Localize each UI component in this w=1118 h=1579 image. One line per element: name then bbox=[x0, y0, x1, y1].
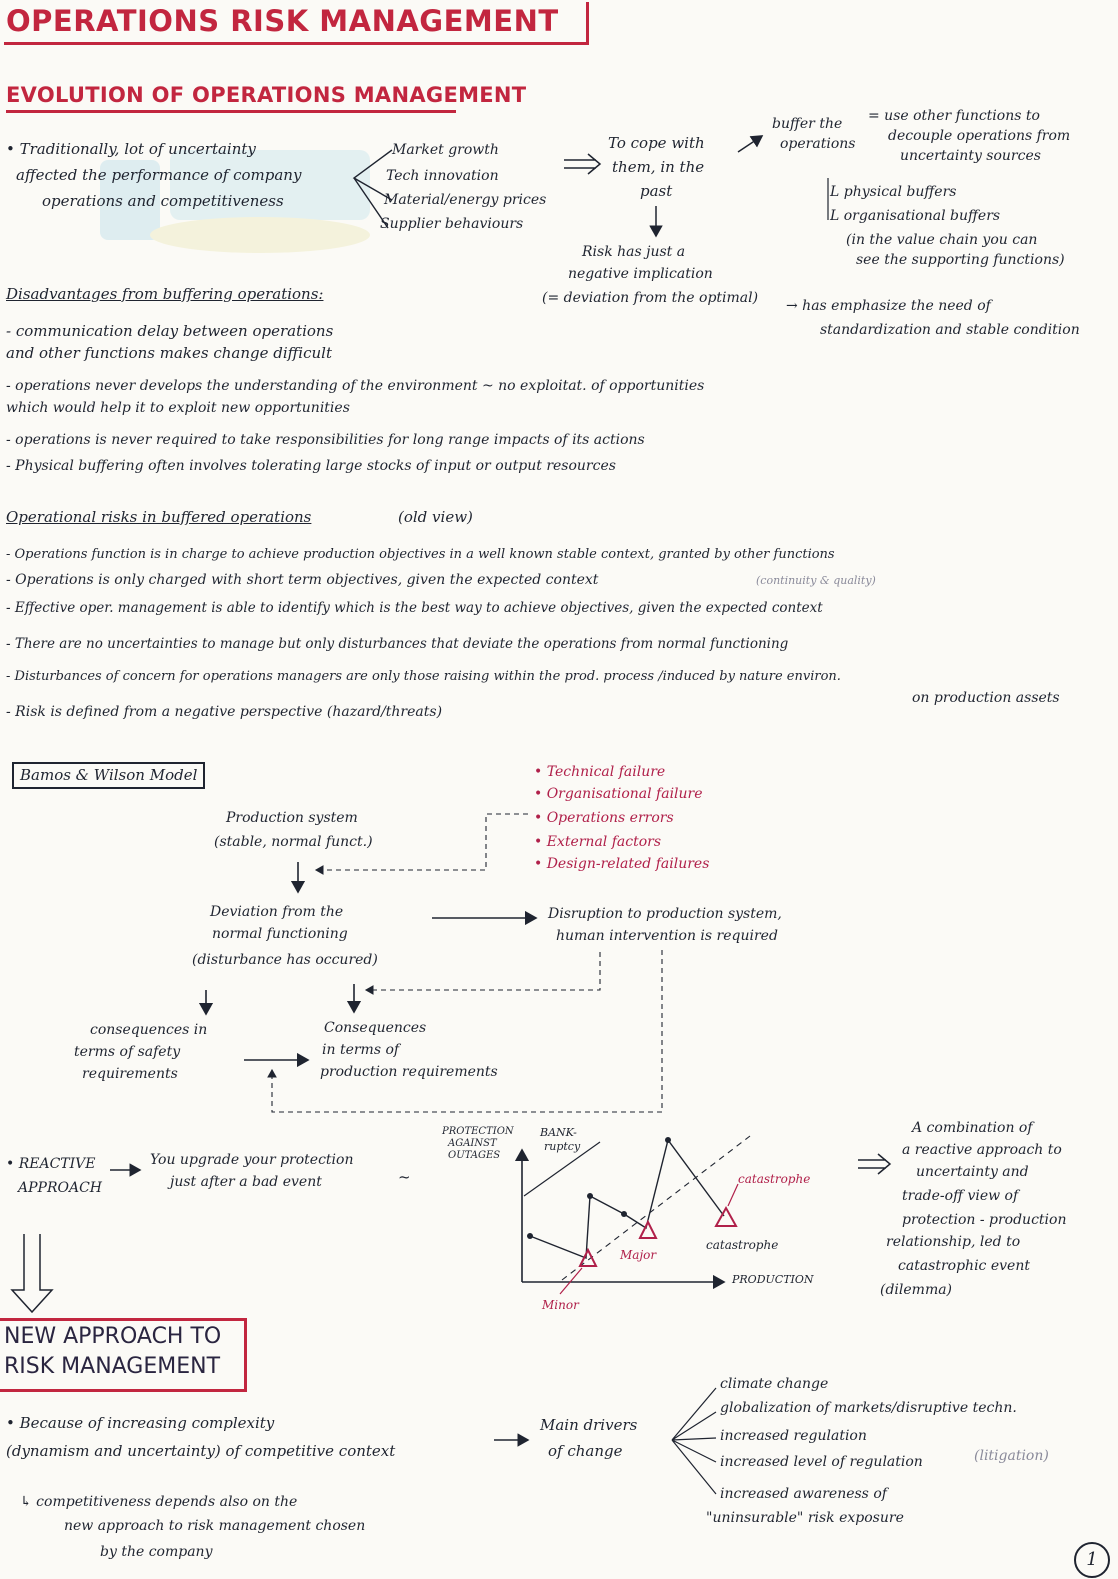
cause-4: • External factors bbox=[534, 834, 662, 850]
old-view-item-2: - Operations is only charged with short term objectives, given the expected context bbox=[6, 572, 599, 588]
chart-point bbox=[587, 1193, 593, 1199]
chart-x-label: PRODUCTION bbox=[732, 1273, 814, 1286]
reactive-label-1: • REACTIVE bbox=[6, 1156, 96, 1172]
page-number: 1 bbox=[1074, 1542, 1110, 1578]
new-approach-title-1: NEW APPROACH TO bbox=[4, 1324, 222, 1349]
driver-item-2: globalization of markets/disruptive techn. bbox=[720, 1400, 1017, 1416]
chart-catastrophe-pointer bbox=[728, 1184, 738, 1206]
sources-bracket bbox=[354, 150, 392, 228]
chart-point bbox=[527, 1233, 533, 1239]
disadvantage-item-1b: and other functions makes change difficult bbox=[6, 344, 332, 362]
chart-catastrophe-label: catastrophe bbox=[706, 1238, 779, 1252]
safety-2: terms of safety bbox=[74, 1044, 181, 1060]
source-2: Tech innovation bbox=[386, 168, 499, 184]
buffer-type-1: L physical buffers bbox=[830, 184, 957, 200]
double-arrow-cope bbox=[564, 154, 600, 174]
source-4: Supplier behaviours bbox=[380, 216, 524, 232]
big-down-arrow bbox=[12, 1234, 52, 1312]
buffer-def-3: uncertainty sources bbox=[900, 148, 1041, 164]
old-view-note: (old view) bbox=[398, 508, 473, 526]
risk-1: Risk has just a bbox=[582, 244, 686, 260]
cope-3: past bbox=[640, 182, 673, 200]
dashed-disruption-to-production bbox=[366, 952, 600, 990]
buffer-def-1: = use other functions to bbox=[868, 108, 1040, 124]
chart-catastrophe-red-label: catastrophe bbox=[738, 1172, 811, 1186]
chart-point bbox=[665, 1137, 671, 1143]
chart-minor-label: Minor bbox=[542, 1298, 579, 1312]
drivers-fan bbox=[672, 1388, 716, 1494]
dashed-loop-bottom bbox=[272, 950, 662, 1112]
driver-item-4: increased level of regulation bbox=[720, 1454, 923, 1470]
disadvantage-item-3: - operations is never required to take responsibilities for long range impacts of its actions bbox=[6, 432, 645, 448]
chart-bank-1: BANK- bbox=[540, 1126, 577, 1139]
disadvantage-item-2: - operations never develops the understanding of the environment ~ no exploitat. of opportunities bbox=[6, 378, 705, 394]
system-2: (stable, normal funct.) bbox=[214, 834, 373, 850]
chart-major-label: Major bbox=[620, 1248, 657, 1262]
cause-1: • Technical failure bbox=[534, 764, 666, 780]
buffer-type-2: L organisational buffers bbox=[830, 208, 1001, 224]
deviation-1: Deviation from the bbox=[210, 904, 344, 920]
drivers-1: Main drivers bbox=[540, 1416, 638, 1434]
chart-protection-path bbox=[530, 1140, 724, 1258]
arrow-buffer bbox=[738, 136, 762, 152]
old-view-item-6: - Risk is defined from a negative perspective (hazard/threats) bbox=[6, 704, 443, 720]
chart-dashed-trend bbox=[562, 1136, 750, 1280]
production-1: Consequences bbox=[324, 1020, 427, 1036]
chart-marker-minor bbox=[580, 1250, 596, 1266]
conclusion-1: A combination of bbox=[912, 1120, 1033, 1136]
new-approach-title-2: RISK MANAGEMENT bbox=[4, 1354, 221, 1379]
competitiveness-2: new approach to risk management chosen bbox=[64, 1518, 366, 1534]
old-view-item-1: - Operations function is in charge to achieve production objectives in a well known stable context, granted by other functions bbox=[6, 547, 835, 562]
driver-item-5: increased awareness of bbox=[720, 1486, 887, 1502]
intro-line-3: operations and competitiveness bbox=[42, 192, 284, 210]
old-view-item-3: - Effective oper. management is able to identify which is the best way to achieve objectives, given the expected context bbox=[6, 600, 823, 616]
old-view-item-5: - Disturbances of concern for operations managers are only those raising within the prod. process /induced by nature environ. bbox=[6, 669, 841, 684]
old-view-strike-note: (continuity & quality) bbox=[756, 574, 876, 587]
driver-litigation-note: (litigation) bbox=[974, 1448, 1049, 1464]
chart-minor-pointer bbox=[560, 1268, 582, 1294]
emphasis-1: → has emphasize the need of bbox=[786, 298, 991, 314]
safety-1: consequences in bbox=[90, 1022, 208, 1038]
deviation-2: normal functioning bbox=[212, 926, 348, 942]
conclusion-5: protection - production bbox=[902, 1212, 1067, 1228]
buffer-type-4: see the supporting functions) bbox=[856, 252, 1065, 268]
old-view-assets-note: on production assets bbox=[912, 690, 1060, 706]
conclusion-3: uncertainty and bbox=[916, 1164, 1029, 1180]
conclusion-7: catastrophic event bbox=[898, 1258, 1030, 1274]
buffer-type-3: (in the value chain you can bbox=[846, 232, 1038, 248]
risk-3: (= deviation from the optimal) bbox=[542, 290, 759, 306]
reactive-label-2: APPROACH bbox=[18, 1180, 102, 1196]
chart-marker-major bbox=[640, 1222, 656, 1238]
old-view-heading: Operational risks in buffered operations bbox=[6, 508, 312, 526]
chart-y-label-1: PROTECTION bbox=[442, 1126, 514, 1137]
conclusion-6: relationship, led to bbox=[886, 1234, 1021, 1250]
drivers-2: of change bbox=[548, 1442, 623, 1460]
cause-2: • Organisational failure bbox=[534, 786, 703, 802]
chart-bank-2: ruptcy bbox=[544, 1140, 581, 1153]
chart-point bbox=[621, 1211, 627, 1217]
chart-y-label-3: OUTAGES bbox=[448, 1150, 501, 1161]
reactive-tilde: ~ bbox=[398, 1168, 411, 1186]
emphasis-2: standardization and stable condition bbox=[820, 322, 1080, 338]
reactive-desc-1: You upgrade your protection bbox=[150, 1152, 354, 1168]
intro-line-2: affected the performance of company bbox=[16, 166, 302, 184]
reactive-desc-2: just after a bad event bbox=[170, 1174, 322, 1190]
source-1: Market growth bbox=[392, 142, 499, 158]
chart-bankruptcy-line bbox=[524, 1142, 600, 1196]
deviation-3: (disturbance has occured) bbox=[192, 952, 378, 968]
system-1: Production system bbox=[226, 810, 358, 826]
conclusion-2: a reactive approach to bbox=[902, 1142, 1062, 1158]
source-3: Material/energy prices bbox=[384, 192, 547, 208]
buffer-2: operations bbox=[780, 136, 856, 152]
risk-2: negative implication bbox=[568, 266, 713, 282]
chart-y-label-2: AGAINST bbox=[448, 1138, 497, 1149]
cause-3: • Operations errors bbox=[534, 810, 674, 826]
conclusion-4: trade-off view of bbox=[902, 1188, 1019, 1204]
conclusion-8: (dilemma) bbox=[880, 1282, 953, 1298]
section-heading-evolution: EVOLUTION OF OPERATIONS MANAGEMENT bbox=[6, 83, 527, 107]
dashed-causes-to-system bbox=[316, 814, 528, 870]
safety-3: requirements bbox=[82, 1066, 178, 1082]
disruption-1: Disruption to production system, bbox=[548, 906, 782, 922]
disadvantage-item-2b: which would help it to exploit new opportunities bbox=[6, 400, 350, 416]
model-label: Bamos & Wilson Model bbox=[12, 762, 205, 789]
buffer-def-2: decouple operations from bbox=[888, 128, 1071, 144]
competitiveness-3: by the company bbox=[100, 1544, 213, 1560]
page-title: OPERATIONS RISK MANAGEMENT bbox=[6, 4, 559, 38]
cope-1: To cope with bbox=[608, 134, 705, 152]
double-arrow-conclusion bbox=[858, 1154, 890, 1174]
production-3: production requirements bbox=[320, 1064, 498, 1080]
production-2: in terms of bbox=[322, 1042, 400, 1058]
intro-line-1: • Traditionally, lot of uncertainty bbox=[6, 140, 256, 158]
buffer-1: buffer the bbox=[772, 116, 843, 132]
cause-5: • Design-related failures bbox=[534, 856, 710, 872]
disadvantage-item-4: - Physical buffering often involves tolerating large stocks of input or output resources bbox=[6, 458, 616, 474]
because-2: (dynamism and uncertainty) of competitive context bbox=[6, 1442, 396, 1460]
chart-marker-catastrophe bbox=[716, 1208, 736, 1226]
disruption-2: human intervention is required bbox=[556, 928, 778, 944]
driver-item-3: increased regulation bbox=[720, 1428, 867, 1444]
cope-2: them, in the bbox=[612, 158, 705, 176]
old-view-item-4: - There are no uncertainties to manage but only disturbances that deviate the operations from normal functioning bbox=[6, 636, 789, 652]
disadvantages-heading: Disadvantages from buffering operations: bbox=[6, 285, 324, 303]
because-1: • Because of increasing complexity bbox=[6, 1414, 275, 1432]
driver-item-1: climate change bbox=[720, 1376, 829, 1392]
disadvantage-item-1: - communication delay between operations bbox=[6, 322, 334, 340]
competitiveness-1: ↳ competitiveness depends also on the bbox=[20, 1494, 298, 1510]
driver-item-6: "uninsurable" risk exposure bbox=[706, 1510, 904, 1526]
